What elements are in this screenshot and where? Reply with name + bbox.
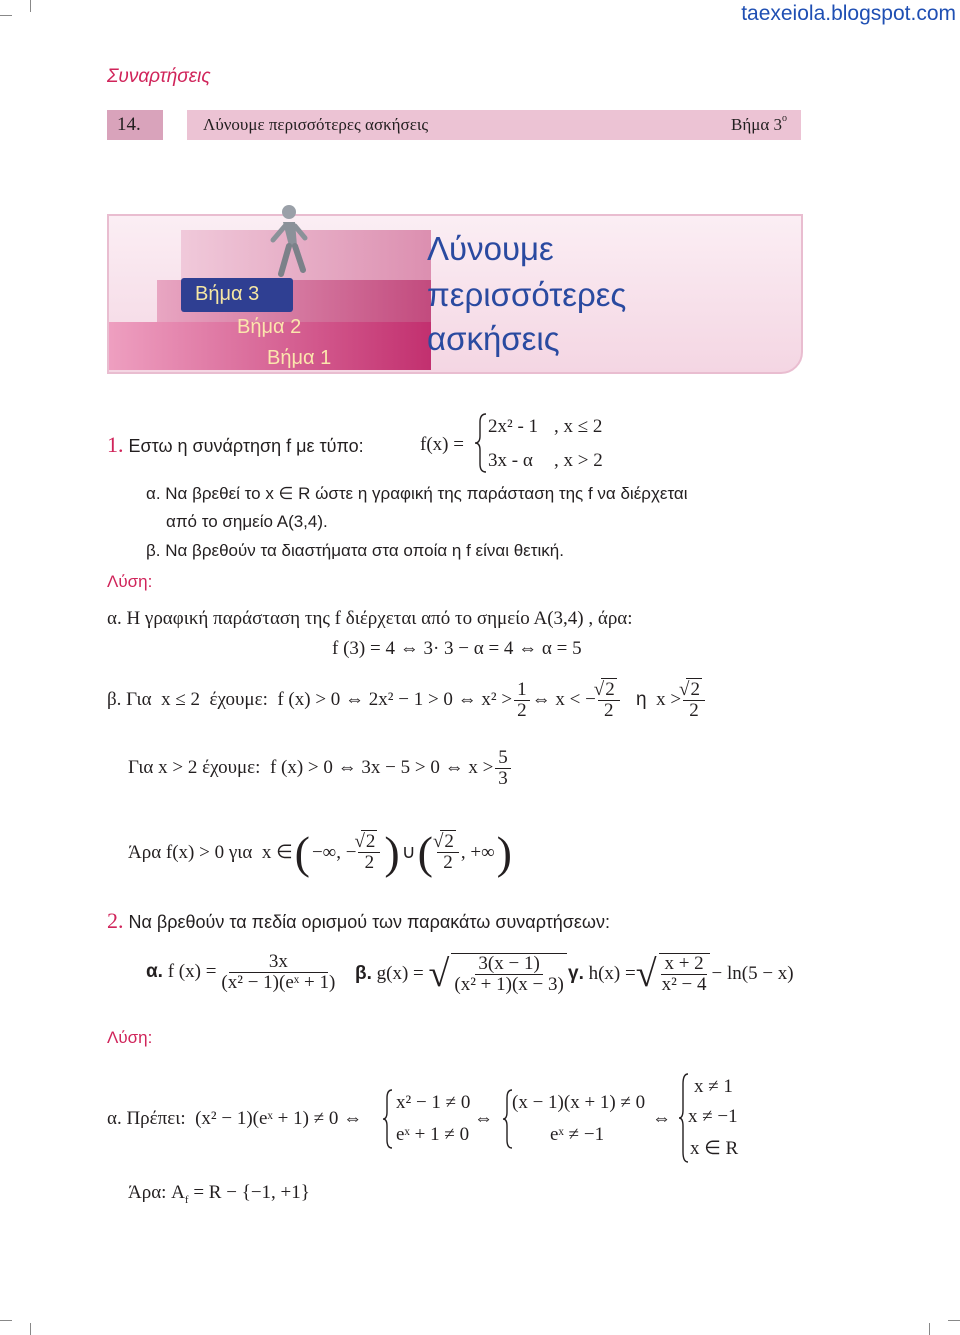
ex2-solution-label: Λύση: — [107, 1028, 153, 1047]
ex2-function-b: β. g(x) = √ $\frac{3(x - 1)}{\text{(x² + 1)(x − 3)}}$ — [355, 952, 569, 996]
banner-heading-line-2: περισσότερες — [427, 276, 627, 313]
ex1-solution-label: Λύση: — [107, 572, 153, 591]
fraction-root2-over-2-pos: √ $\frac{2}{2}$ — [683, 680, 705, 721]
sys2-line-1: (x − 1)(x + 1) ≠ 0 — [512, 1092, 646, 1113]
walking-figure-icon — [259, 202, 313, 278]
ex2-result: Άρα: $A_f = R - \{-1$, +1} — [128, 1182, 310, 1206]
ex1-question-a: α. Να βρεθεί το x ∈ R ώστε η γραφική της παράσταση της f να διέρχεται — [146, 484, 688, 503]
iff-2: ⇔ — [652, 1108, 671, 1129]
ex1-question-a-cont: από το σημείο Α(3,4). — [166, 512, 328, 531]
banner-step-2: Βήμα 2 — [237, 316, 302, 338]
ex1-solution-b: β. Για x ≤ 2 έχουμε: f (x) > 0 ⇔ 2x² − 1 > 0 ⇔ x² > $\frac{1}{2}$ ⇔ x < − √ $\frac{2}{2}$ η x > √ $\frac{2}{2}$ — [107, 680, 707, 721]
ex1-question-b: β. Να βρεθούν τα διαστήματα στα οποία η f είναι θετική. — [146, 541, 564, 560]
lesson-bar — [107, 110, 801, 140]
ex1-solution-c: Για x > 2 έχουμε: f (x) > 0 ⇔ 3x − 5 > 0 ⇔ x > $\frac{5}{3}$ — [128, 748, 513, 789]
banner-heading-line-1: Λύνουμε — [427, 230, 554, 267]
sys1-line-1: x² − 1 ≠ 0 — [396, 1092, 471, 1113]
chapter-title: Συναρτήσεις — [107, 66, 211, 87]
fraction-root2-over-2-left: √ $\frac{2}{2}$ — [358, 832, 380, 873]
sys3-line-3: x ∈ R — [690, 1138, 739, 1159]
ex1-cond-1: , x ≤ 2 — [554, 416, 603, 437]
watermark[interactable]: taexeiola.blogspot.com — [741, 2, 956, 25]
sys3-line-2: x ≠ −1 — [688, 1106, 738, 1127]
banner — [107, 214, 803, 374]
ex1-case-2: 3x - α — [488, 450, 533, 471]
ex2-function-a: α. f (x) = $\frac{3x}{\text{(x² − 1)(eˣ + 1)}}$ — [146, 951, 336, 993]
ex1-number: 1. — [107, 432, 124, 457]
banner-heading-line-3: ασκήσεις — [427, 320, 560, 357]
ex1-solution-d: Άρα f(x) > 0 για x ∈ ( −∞, − √ $\frac{2}{2}$ ) ∪ ( √ $\frac{2}{2}$ , +∞ ) — [128, 826, 514, 879]
fraction-root2-over-2-right: √ $\frac{2}{2}$ — [437, 832, 459, 873]
piecewise-brace-icon — [474, 412, 488, 474]
ex1-solution-a: α. Η γραφική παράσταση της f διέρχεται από το σημείο Α(3,4) , άρα: — [107, 608, 633, 629]
sys3-line-1: x ≠ 1 — [694, 1076, 733, 1097]
fraction-five-thirds: $\frac{5}{3}$ — [495, 748, 511, 789]
banner-step-3: Βήμα 3 — [195, 283, 260, 305]
ex2-number: 2. — [107, 908, 124, 933]
ex2-intro: 2. Να βρεθούν τα πεδία ορισμού των παρακάτω συναρτήσεων: — [107, 908, 610, 933]
iff-1: ⇔ — [474, 1108, 493, 1129]
ex1-solution-a-eq: f (3) = 4 ⇔ 3· 3 − α = 4 ⇔ α = 5 — [332, 638, 582, 659]
lesson-title: Λύνουμε περισσότερες ασκήσεις — [203, 115, 429, 134]
fraction-root2-over-2-neg: √ $\frac{2}{2}$ — [598, 680, 620, 721]
lesson-step: Βήμα $3^o$ — [731, 113, 787, 134]
ex1-case-1: 2x² - 1 — [488, 416, 539, 437]
fraction-one-half: $\frac{1}{2}$ — [514, 680, 530, 721]
system-brace-1-icon — [382, 1088, 394, 1150]
sys2-line-2: eˣ ≠ −1 — [550, 1124, 605, 1145]
ex1-intro-text: 1. Εστω η συνάρτηση f με τύπο: — [107, 432, 364, 457]
ex2-solution-a-prefix: α. Πρέπει: (x² − 1)(eˣ + 1) ≠ 0 ⇔ — [107, 1108, 363, 1129]
lesson-number: 14. — [117, 114, 141, 135]
ex1-cond-2: , x > 2 — [554, 450, 603, 471]
ex2-function-c: γ. h(x) = √ $\frac{x + 2}{\text{x² − 4}}$ − ln(5 − x) — [568, 953, 794, 995]
ex1-function-lhs: f(x) = — [420, 434, 464, 455]
sys1-line-2: eˣ + 1 ≠ 0 — [396, 1124, 470, 1145]
banner-step-1: Βήμα 1 — [267, 347, 332, 369]
